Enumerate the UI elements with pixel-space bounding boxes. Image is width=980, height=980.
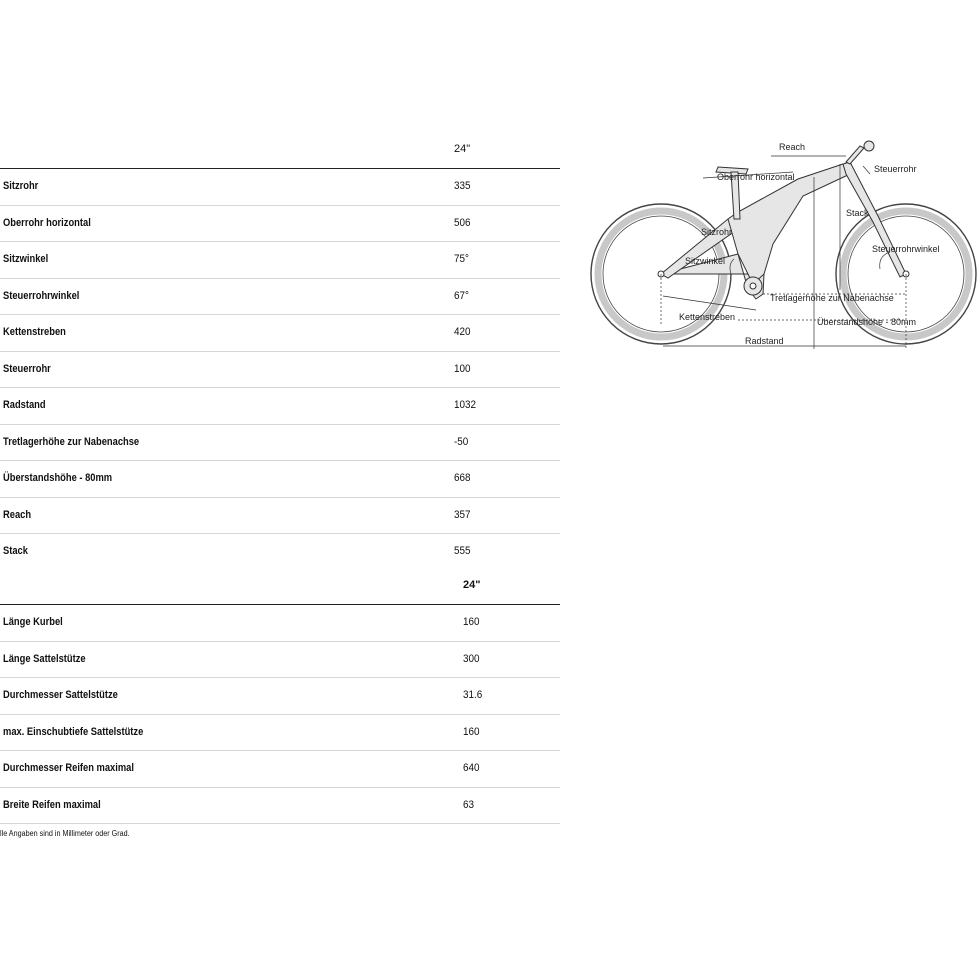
row-label: Durchmesser Sattelstütze: [3, 689, 118, 701]
table-row: [0, 352, 560, 389]
row-value: 160: [463, 616, 480, 628]
row-label: Steuerrohrwinkel: [3, 289, 80, 302]
table-row: [0, 678, 560, 715]
parts-table: [0, 568, 560, 824]
table-row: [0, 751, 560, 788]
row-value: 63: [463, 798, 475, 811]
diagram-label-steuerrohr: Steuerrohr: [874, 164, 917, 174]
diagram-label-oberrohr: Oberrohr horizontal: [717, 172, 795, 182]
row-value: -50: [454, 435, 469, 448]
diagram-label-tretlager: Tretlagerhöhe zur Nabenachse: [770, 293, 894, 303]
diagram-label-stack: Stack: [846, 208, 869, 218]
table-row: [0, 534, 560, 570]
diagram-label-radstand: Radstand: [745, 336, 784, 346]
row-value: 300: [463, 652, 480, 665]
row-value: 668: [454, 472, 471, 484]
table-row: [0, 169, 560, 206]
table-row: [0, 498, 560, 535]
diagram-label-kettenstreben: Kettenstreben: [679, 312, 736, 322]
row-value: 100: [454, 362, 471, 375]
table-row: [0, 461, 560, 498]
diagram-label-sitzrohr: Sitzrohr: [701, 227, 733, 237]
row-value: 420: [454, 326, 471, 338]
row-value: 160: [463, 725, 480, 738]
row-label: Breite Reifen maximal: [3, 798, 101, 811]
row-value: 67°: [454, 289, 469, 302]
table-row: [0, 206, 560, 243]
row-label: Stack: [3, 545, 28, 557]
table-row: [0, 425, 560, 462]
row-label: Sitzrohr: [3, 180, 39, 192]
footnote: lle Angaben sind in Millimeter oder Grad.: [0, 829, 130, 838]
row-label: max. Einschubtiefe Sattelstütze: [3, 725, 144, 738]
table-row: [0, 315, 560, 352]
size-column-header: 24": [454, 143, 471, 155]
parts-table-header: [0, 568, 560, 605]
bike-geometry-diagram: [588, 134, 980, 360]
diagram-label-steuerrohrwinkel: Steuerrohrwinkel: [872, 244, 940, 254]
row-value: 335: [454, 180, 471, 192]
table-row: [0, 642, 560, 679]
table-row: [0, 279, 560, 316]
row-label: Steuerrohr: [3, 362, 51, 375]
table-row: [0, 388, 560, 425]
diagram-label-reach: Reach: [779, 142, 806, 152]
row-value: 506: [454, 216, 471, 229]
table-row: [0, 242, 560, 279]
diagram-label-sitzwinkel: Sitzwinkel: [685, 256, 726, 266]
row-value: 31.6: [463, 689, 483, 701]
row-value: 555: [454, 545, 471, 557]
table-row: [0, 715, 560, 752]
row-value: 640: [463, 762, 480, 774]
diagram-label-ueberstand: Überstandshöhe - 80mm: [817, 317, 917, 327]
row-label: Oberrohr horizontal: [3, 216, 91, 229]
row-label: Länge Sattelstütze: [3, 652, 86, 665]
row-value: 75°: [454, 253, 469, 265]
table-row: [0, 788, 560, 825]
row-label: Sitzwinkel: [3, 253, 49, 265]
row-label: Reach: [3, 508, 32, 521]
row-label: Tretlagerhöhe zur Nabenachse: [3, 435, 140, 448]
geometry-table-header: [0, 132, 560, 169]
size-column-header: 24": [463, 579, 481, 591]
row-label: Kettenstreben: [3, 326, 66, 338]
row-label: Radstand: [3, 399, 46, 411]
row-value: 1032: [454, 399, 477, 411]
row-label: Durchmesser Reifen maximal: [3, 762, 134, 774]
row-value: 357: [454, 508, 471, 521]
row-label: Länge Kurbel: [3, 616, 63, 628]
row-label: Überstandshöhe - 80mm: [3, 472, 113, 484]
table-row: [0, 605, 560, 642]
geometry-table: [0, 132, 560, 570]
